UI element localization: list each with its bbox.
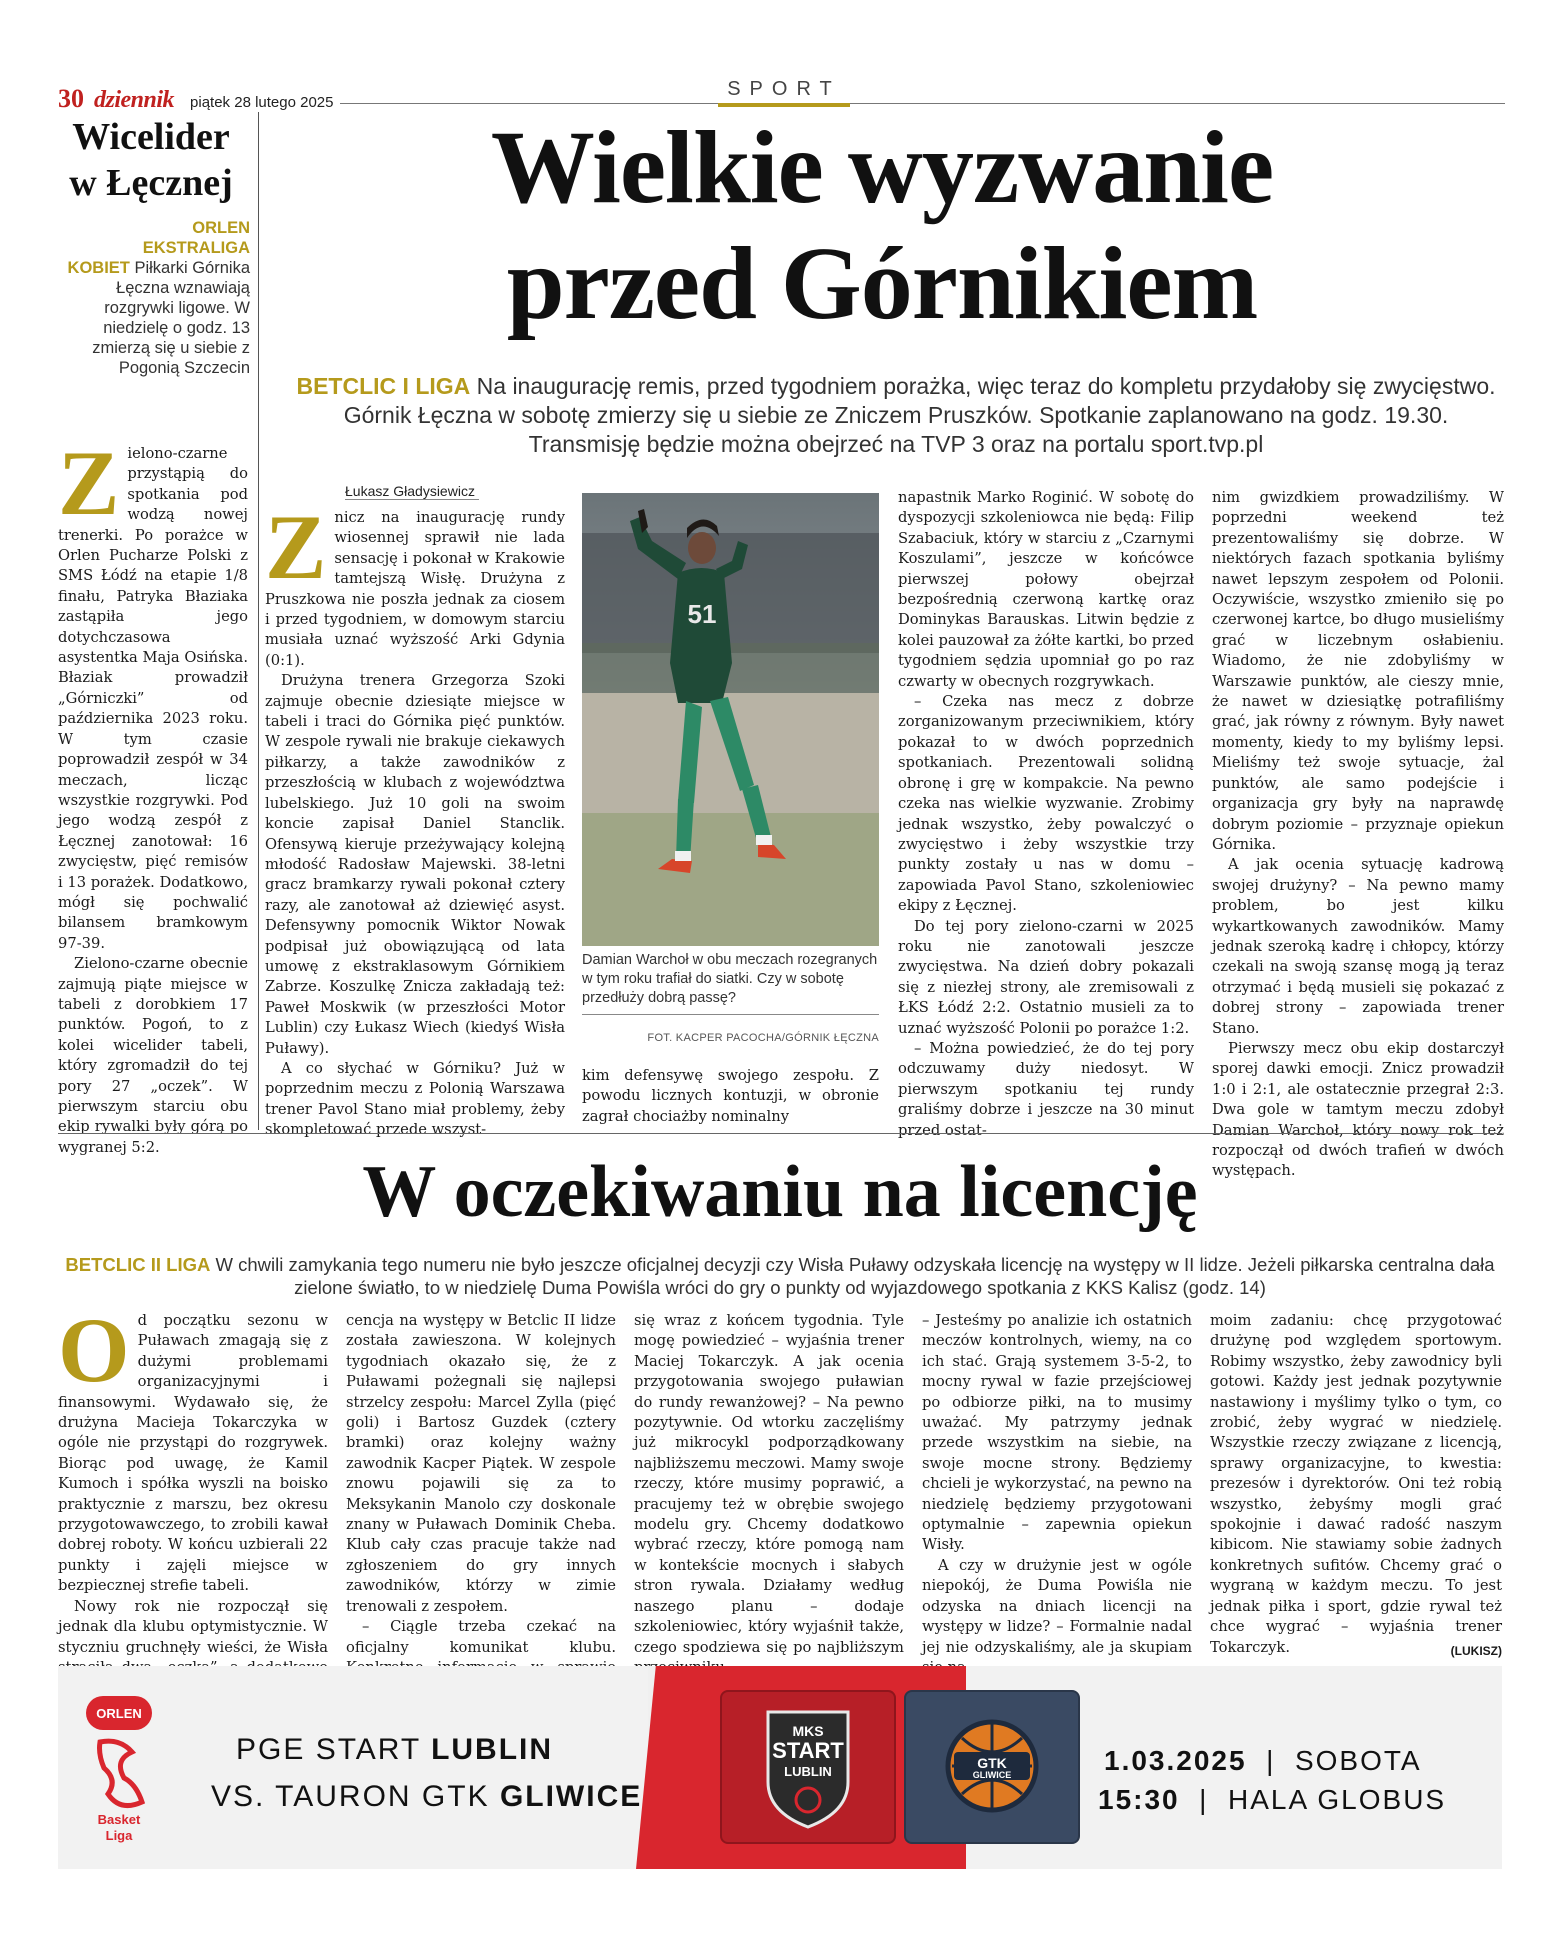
page-number: 30 [58,84,84,113]
gtk-gliwice-crest [932,1702,1052,1832]
svg-text:START: START [772,1738,844,1763]
basket-label: Basket [97,1812,141,1827]
sidebar-divider [258,112,259,1130]
article2-dropcap: O [58,1299,130,1401]
brand-logo: dziennik [94,87,175,113]
orlen-label: ORLEN [96,1706,142,1721]
ad-home-team: PGE START LUBLIN [236,1733,554,1766]
header-rule-left [340,103,718,104]
sidebar-dropcap: Z [58,432,120,534]
article2-signature: (LUKISZ) [1450,1643,1502,1658]
ad-match-date: 1.03.2025 | SOBOTA [1104,1745,1422,1776]
sidebar [52,114,250,378]
player-photo-illustration [582,493,879,946]
article1-column-4: nim gwizdkiem prowadziliśmy. W poprzedni weekend też prezentowaliśmy się dobrze. W niektórych fazach spotkania byliśmy nawet lepszym zespołem od Polonii. Oczywiście, wszystko zmieniło się po czerwonej kartce, bo długo musieliśmy grać w liczebnym osłabieniu. Wiadomo, że nie zdobyliśmy w Warszawie punktów, ale cieszy mnie, że nawet w dziesiątkę potrafiliśmy grać, jak równy z równym. Były nawet momenty, kiedy to my byliśmy lepsi. Mieliśmy też swoje sytuacje, żal punktów, ale samo podejście i organizacja gry były na naprawdę dobrym poziomie – przyznaje opiekun Górnika. A jak ocenia sytuację kadrową swojej drużyny? – Na pewno mamy problem, bo jest kilku wykartkowanych zawodników. Mamy jednak szeroką kadrę i chłopcy, którzy czekali na swoją szansę mogą ją teraz otrzymać i będą musieli się pokazać z dobrej strony – zapowiada trener Stano. Pierwszy mecz obu ekip dostarczył sporej dawki emocji. Znicz prowadził 1:0 i 2:1, ale ostatecznie przegrał 2:3. Dwa gole w tamtym meczu zdobył Damian Warchoł, który nowy rok też rozpoczął od dwóch trafień w dwóch występach. [1212,489,1504,1180]
photo-caption: Damian Warchoł w obu meczach rozegranych w tym roku trafiał do siatki. Czy w sobotę przedłuży dobrą passę? [582,951,879,1015]
article2-headline: W oczekiwaniu na licencję [362,1151,1198,1233]
article2-column-4: – Jesteśmy po analizie ich ostatnich meczów kontrolnych, wiemy, na co ich stać. Grają systemem 3-5-2, to mocny rywal w fazie przejściowej po odbiorze piłki, na to musimy uważać. My patrzymy jednak przede wszystkim na siebie, na swoje mocne strony. Będziemy chcieli je wykorzystać, na pewno na niedzielę będziemy przygotowani optymalnie – zapewnia opiekun Wisły. A czy w drużynie jest w ogóle niepokój, że Duma Powiśla nie odzyska na dniach licencji na występy w lidze? – Formalnie nadal jej nie odzyskaliśmy, ale ja skupiam [922,1312,1192,1656]
advertisement-banner[interactable] [58,1666,1502,1869]
start-lublin-logo-box [720,1690,896,1844]
issue-date: piątek 28 lutego 2025 [190,94,334,111]
article1-column-1: Znicz na inaugurację rundy wiosennej sprawił nie lada sensację i pokonał w Krakowie tamtejszą Wisłę. Drużyna z Pruszkowa nie poszła jednak za ciosem i przed tygodniem, w domowym starciu musiała uznać wyższość Arki Gdynia (0:1). Drużyna trenera Grzegorza Szoki zajmuje obecnie dziesiąte miejsce w tabeli i traci do Górnika pięć punktów. W zespole rywali nie brakuje ciekawych piłkarzy, a także zawodników z przeszłością w klubach z województwa lubelskiego. Już 10 goli na swoim koncie zapisał Daniel Stanclik. Ofensywą kieruje przeżywający kolejną młodość Radosław Majewski. 38-letni gracz bramkarzy rywali pokonał cztery razy, ale zanotował aż dziewięć asyst. Defensywny pomocnik Wiktor Nowak podpisał już obowiązującą od lata umowę z ekstraklasowym Górnikiem Zabrze. Koszulkę Znicza zakładają też: Paweł Moskwik (w przeszłości Motor Lublin) czy Łukasz Wiech (kiedyś Wisła Puławy). A co słychać w Górniku? Już w poprzednim meczu z Polonią Warszawa trener Pavol Stano miał problemy, żeby skompletować przede wszyst- [265,496,565,1139]
photo-credit: FOT. KACPER PACOCHA/GÓRNIK ŁĘCZNA [647,1032,879,1044]
article1-dropcap: Z [265,496,327,598]
article1-photo [582,493,879,946]
ad-away-team: VS. TAURON GTK GLIWICE [211,1780,643,1813]
article2-kicker: BETCLIC II LIGA [65,1254,211,1275]
article1-headline: Wielkie wyzwanie przed Górnikiem [490,110,1274,341]
article1-column-3: napastnik Marko Roginić. W sobotę do dyspozycji szkoleniowca nie będą: Filip Szabaciuk, który w starciu z „Czarnymi Koszulami”, jeszcze w końcówce pierwszej połowy obejrzał bezpośrednią czerwoną kartkę oraz Dominykas Barauskas. Litwin będzie z kolei pauzował za żółte kartki, bo przed tygodniem sędzia upomniał go po raz czwarty w obecnych rozgrywkach. – Czeka nas mecz z dobrze zorganizowanym przeciwnikiem, który pokazał to w dwóch poprzednich spotkaniach. Prezentowali solidną obronę i grę w kompakcie. Na pewno czeka nas wielkie wyzwanie. Zrobimy jednak wszystko, żeby powalczyć o zwycięstwo i żeby wszystkie trzy punkty zostały u nas w domu – zapowiada Pavol Stano, szkoleniowiec ekipy z Łęcznej. Do tej pory zielono-czarni w 2025 roku nie zanotowali jeszcze zwycięstwa. Na dzień dobry pokazali się z niezłej strony, ale zremisowali z ŁKS Łódź 2:2. Ostatnio musieli za to uznać wyższość Polonii po porażce 1:2. – Można powiedzieć, że do tej pory odczuwamy duży niedosyt. W pierwszym spotkaniu tej rundy graliśmy dobrze i jeszcze na 30 minut przed ostat- [898,489,1194,1139]
sidebar-kicker: ORLEN EKSTRALIGA KOBIET [67,219,250,277]
sidebar-lead: ORLEN EKSTRALIGA KOBIET Piłkarki Górnika Łęczna wznawiają rozgrywki ligowe. W niedzielę o godz. 13 zmierzą się u siebie z Pogonią Szczecin [67,219,250,377]
article2-column-1: Od początku sezonu w Puławach zmagają się z dużymi problemami organizacyjnymi i finansowymi. Wydawało się, że drużyna Macieja Tokarczyka w ogóle nie przystąpi do rozgrywek. Biorąc pod uwagę, że Kamil Kumoch i spółka wyszli na boisko praktycznie z marszu, bez okresu przygotowawczego, to zrobili kawał dobrej roboty. W końcu uzbierali 22 punkty i zajęli miejsce w bezpiecznej strefie tabeli. Nowy rok nie rozpoczął się jednak dla klubu optymistycznie. W styczniu gruchnęły wieści, że Wisła [58,1299,328,1656]
article2-lead: BETCLIC II LIGA W chwili zamykania tego numeru nie było jeszcze oficjalnej decyzji czy Wisła Puławy odzyskała licencję na występy w II lidze. Jeżeli piłkarska centralna dała zielone światło, to w niedzielę Duma Powiśla wróci do gry o punkty od wyjazdowego spotkania z KKS Kalisz (godz. 14) [65,1254,1495,1298]
article1-kicker: BETCLIC I LIGA [296,373,471,399]
svg-text:MKS: MKS [792,1723,824,1739]
article1-byline: Łukasz Gładysiewicz [345,483,479,500]
ad-match-time: 15:30 | HALA GLOBUS [1098,1784,1447,1815]
article1-lead: BETCLIC I LIGA Na inaugurację remis, przed tygodniem porażka, więc teraz do kompletu przydałoby się zwycięstwo. Górnik Łęczna w sobotę zmierzy się u siebie ze Zniczem Pruszków. Spotkanie zaplanowano na godz. 19.30. Transmisję będzie można obejrzeć na TVP 3 oraz na portalu sport.tvp.pl [296,373,1496,457]
svg-text:51: 51 [687,599,717,629]
svg-text:LUBLIN: LUBLIN [784,1764,832,1779]
article2-column-5: moim zadaniu: chcę przygotować drużynę pod względem sportowym. Robimy wszystko, żeby zawodnicy byli gotowi. Każdy jest jednak pozytywnie nastawiony i myślimy tylko o tym, co zrobić, żeby wygrać w niedzielę. Wszystkie rzeczy związane z licencją, sprawy organizacyjne, to kwestia: prezesów i dyrektorów. Oni też robią wszystko, żebyśmy mogli grać spokojnie i dawać radość naszym kibicom. Nie stawiamy sobie żadnych konkretnych sufitów. Chcemy grać o wygraną w każdym meczu. To jest jednak piłka i sport, gdzie rywal też chce wygrać – wyjaśnia trener Tokarczyk. (LUKISZ) [1210,1311,1502,1661]
orlen-basket-liga-logo [84,1696,154,1846]
sidebar-title: Wicelider w Łęcznej [69,116,233,204]
header-rule-right [850,103,1505,104]
sidebar-body: Zielono-czarne przystąpią do spotkania pod wodzą nowej trenerki. Po porażce w Orlen Pucharze Polski z SMS Łódź na etapie 1/8 finału, Patryka Błaziaka zastąpiła jego dotychczasowa asystentka Maja Osińska. Błaziak prowadził „Górniczki” od października 2023 roku. W tym czasie poprowadził zespół w 34 meczach, licząc wszystkie rozgrywki. Pod jego wodzą zespół z Łęcznej zanotował: 16 zwycięstw, pięć remisów i 13 porażek. Dodatkowo, mógł się pochwalić bilansem bramkowym 97-39. Zielono-czarne obecnie zajmują piąte miejsce w tabeli z dorobkiem 17 punktów. Pogoń, to z kolei wicelider tabeli, który zgromadził do tej pory 27 „oczek”. W pierwszym starciu obu ekip rywalki były górą po wygranej 5:2. [58,432,248,1156]
svg-text:GTK: GTK [977,1755,1007,1771]
article2-column-3: się wraz z końcem tygodnia. Tyle mogę powiedzieć – wyjaśnia trener Maciej Tokarczyk. A jak ocenia przygotowania swojego puławian do rundy rewanżowej? – Na pewno pozytywnie. Od wtorku zaczęliśmy już mikrocykl podporządkowany najbliższemu meczowi. Mamy swoje rzeczy, które musimy poprawić, a pracujemy też w obrębie swojego modelu gry. Chcemy dodatkowo wybrać rzeczy, które pomogą nam w kontekście mocnych i słabych stron rywala. Działamy według naszego planu – dodaje szkoleniowiec, który wyjaśnił także, czego spodziewa się po najbliższym [634,1312,904,1656]
section-label: SPORT [718,78,850,107]
article-separator [58,1133,1502,1134]
liga-label: Liga [105,1828,133,1843]
gtk-gliwice-logo-box [904,1690,1080,1844]
svg-text:GLIWICE: GLIWICE [972,1770,1012,1780]
start-lublin-crest [748,1702,868,1832]
article2-column-2: cencja na występy w Betclic II lidze została zawieszona. W kolejnych tygodniach okazało się, że z Puławami pożegnali się najlepsi strzelcy zespołu: Marcel Zylla (pięć goli) i Bartosz Guzdek (cztery bramki) oraz kolejny ważny zawodnik Kacper Piątek. W zespole znowu pojawili się za to Meksykanin Manolo czy doskonale znany w Puławach Dominik Cheba. Klub cały czas pracuje także nad zgłoszeniem do gry innych zawodników, którzy w zimie trenowali z zespołem. – Ciągle trzeba czekać na oficjalny komunikat klubu. [346,1312,616,1656]
article1-column-2: kim defensywę swojego zespołu. Z powodu licznych kontuzji, w obronie zagrał chociażby nominalny [582,1067,879,1125]
